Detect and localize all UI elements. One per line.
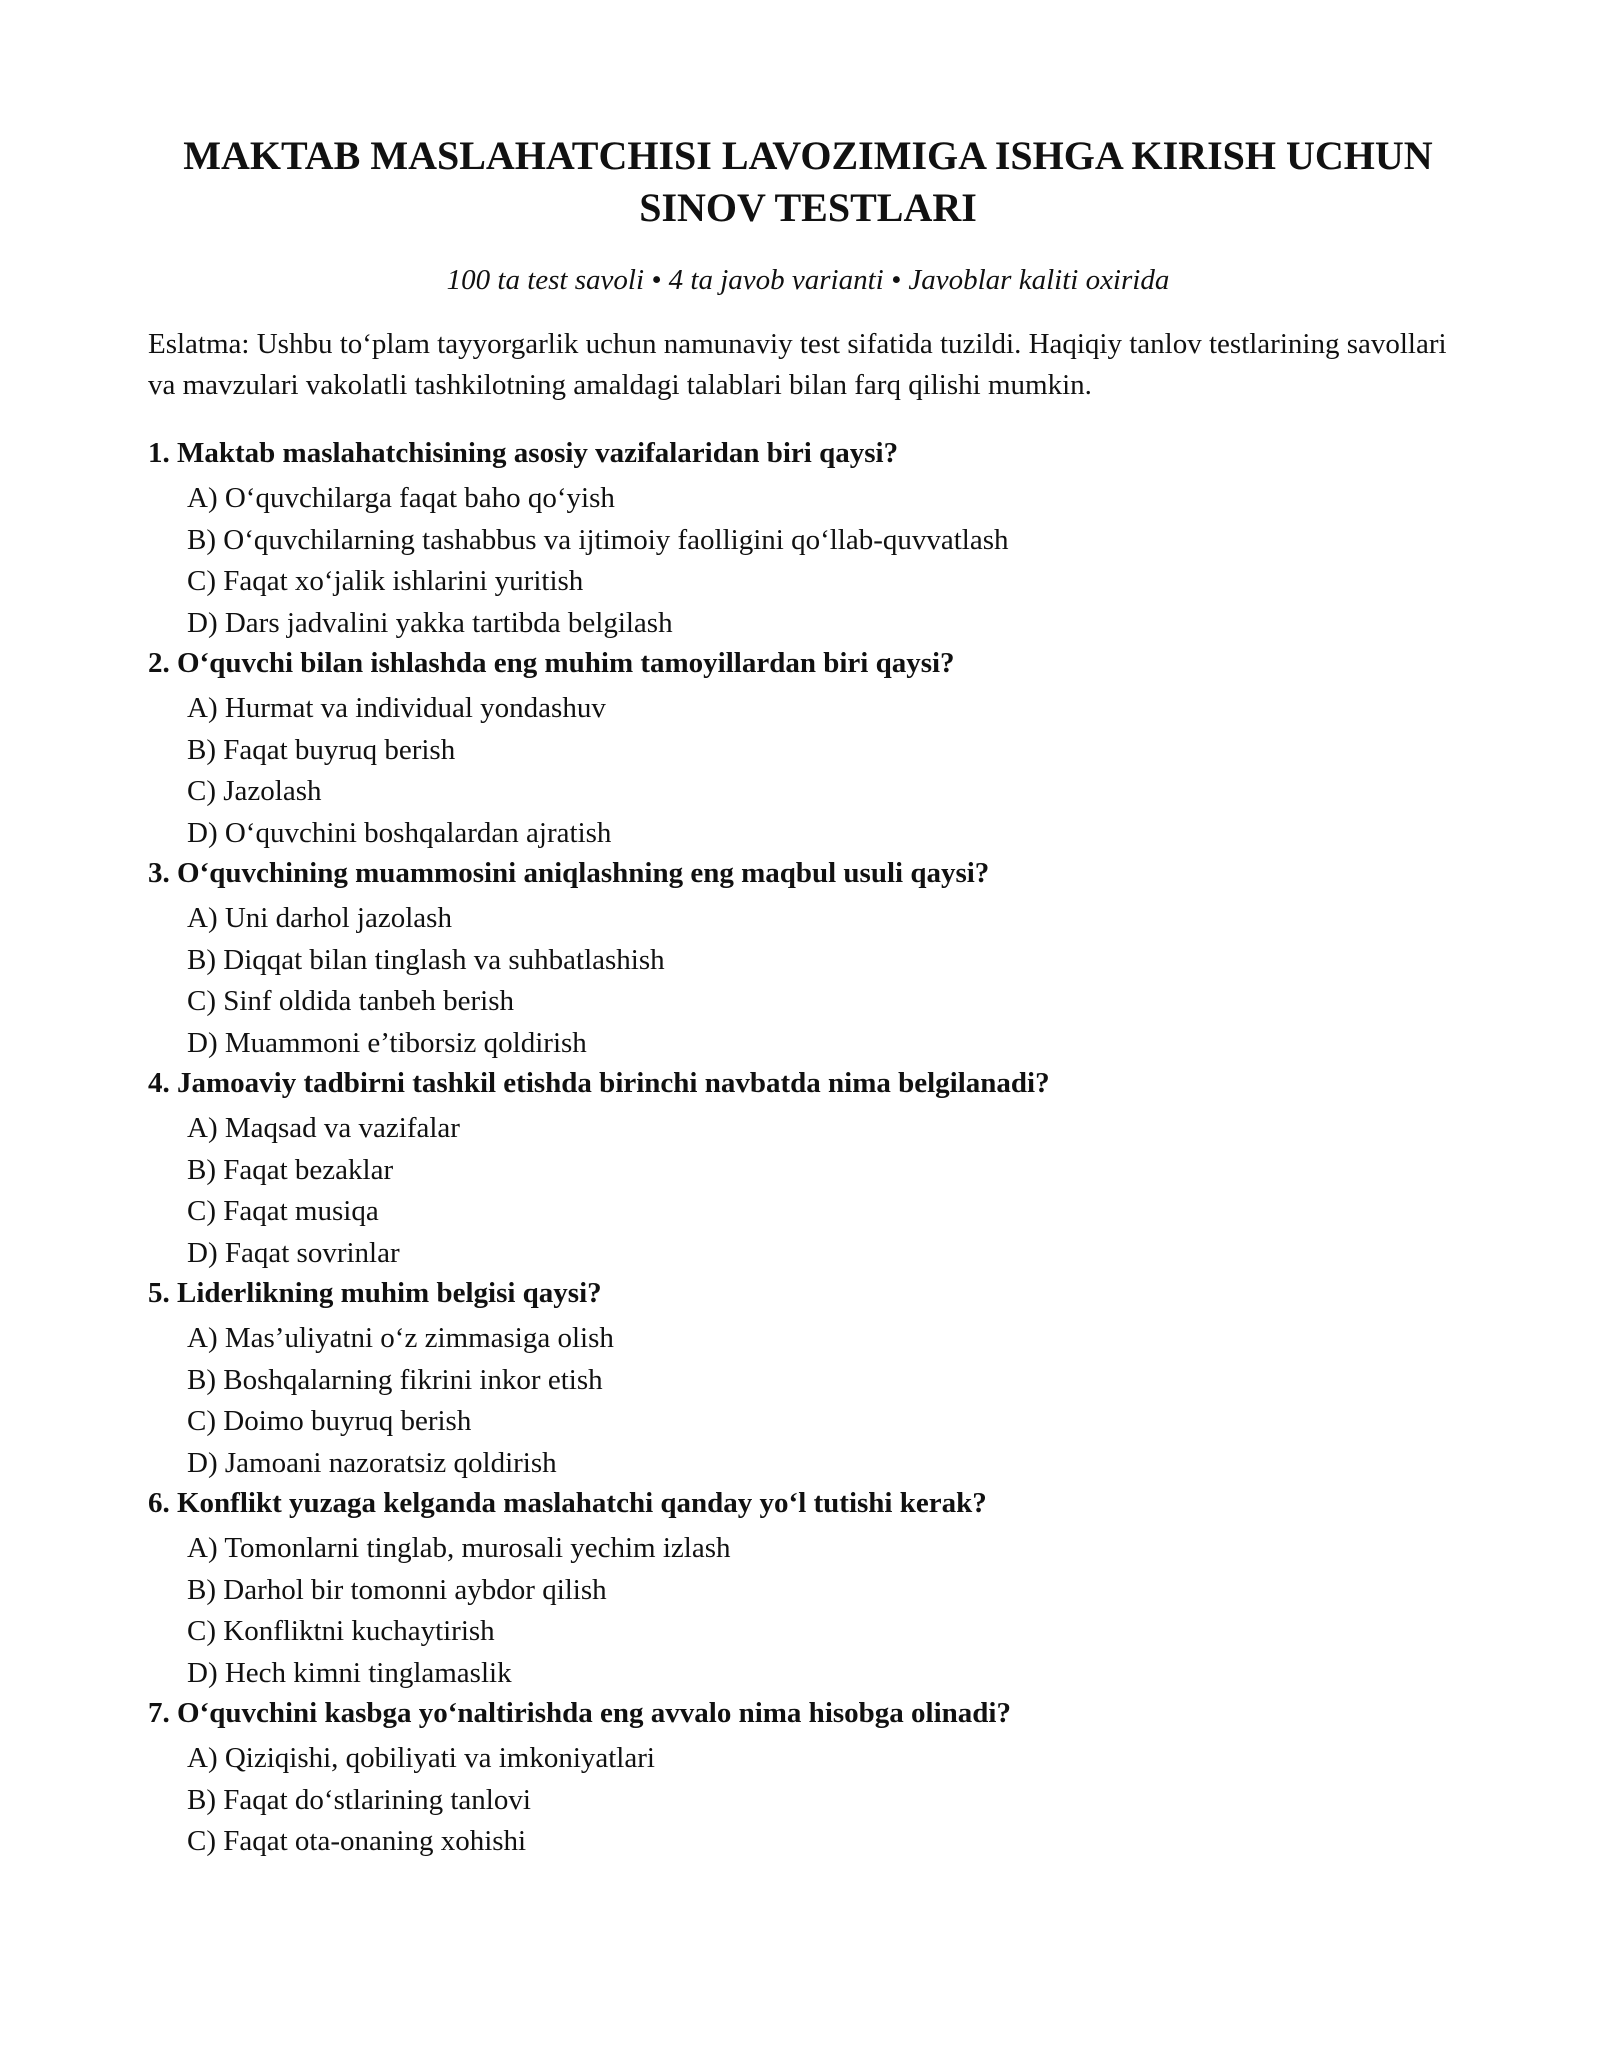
question-number: 5. bbox=[148, 1277, 170, 1309]
answer-option: D) Dars jadvalini yakka tartibda belgilash bbox=[187, 606, 673, 639]
answer-option: A) Tomonlarni tinglab, murosali yechim izlash bbox=[187, 1532, 731, 1564]
question-text: Liderlikning muhim belgisi qaysi? bbox=[177, 1277, 602, 1309]
question-heading bbox=[148, 854, 1468, 892]
answer-option: D) Muammoni e’tiborsiz qoldirish bbox=[187, 1026, 587, 1059]
question-heading bbox=[148, 1064, 1468, 1102]
document-title: MAKTAB MASLAHATCHISI LAVOZIMIGA ISHGA KIRISH UCHUN SINOV TESTLARI bbox=[183, 133, 1433, 230]
question-heading bbox=[148, 1274, 1468, 1312]
answer-option: D) O‘quvchini boshqalardan ajratish bbox=[187, 816, 612, 849]
question-heading bbox=[148, 1694, 1468, 1732]
answer-option: B) Faqat buyruq berish bbox=[187, 733, 456, 766]
answer-option: C) Faqat musiqa bbox=[187, 1195, 379, 1227]
answer-option: B) Darhol bir tomonni aybdor qilish bbox=[187, 1573, 607, 1606]
question-number: 6. bbox=[148, 1487, 170, 1519]
answer-option: A) O‘quvchilarga faqat baho qo‘yish bbox=[187, 482, 615, 514]
question-heading bbox=[148, 1484, 1468, 1522]
answer-option: B) Faqat bezaklar bbox=[187, 1153, 394, 1186]
question-text: O‘quvchining muammosini aniqlashning eng maqbul usuli qaysi? bbox=[177, 857, 990, 889]
answer-option: A) Maqsad va vazifalar bbox=[187, 1112, 460, 1144]
answer-option: A) Qiziqishi, qobiliyati va imkoniyatlari bbox=[187, 1742, 655, 1774]
question-item bbox=[148, 854, 1468, 1064]
answer-option: C) Doimo buyruq berish bbox=[187, 1405, 472, 1437]
question-item bbox=[148, 1694, 1468, 1863]
answer-option: A) Mas’uliyatni o‘z zimmasiga olish bbox=[187, 1322, 614, 1354]
question-item bbox=[148, 1484, 1468, 1694]
answer-option: C) Faqat xo‘jalik ishlarini yuritish bbox=[187, 565, 584, 597]
question-number: 3. bbox=[148, 857, 170, 889]
answer-option: D) Faqat sovrinlar bbox=[187, 1236, 400, 1269]
question-number: 1. bbox=[148, 437, 170, 469]
answer-option: D) Hech kimni tinglamaslik bbox=[187, 1656, 512, 1689]
answer-option: B) O‘quvchilarning tashabbus va ijtimoiy faolligini qo‘llab-quvvatlash bbox=[187, 523, 1009, 556]
question-item bbox=[148, 1274, 1468, 1484]
answer-option: B) Boshqalarning fikrini inkor etish bbox=[187, 1363, 603, 1396]
question-text: O‘quvchini kasbga yo‘naltirishda eng avvalo nima hisobga olinadi? bbox=[177, 1697, 1011, 1729]
question-heading bbox=[148, 644, 1468, 682]
question-number: 2. bbox=[148, 647, 170, 679]
answer-option: B) Faqat do‘stlarining tanlovi bbox=[187, 1783, 531, 1816]
answer-option: C) Sinf oldida tanbeh berish bbox=[187, 985, 515, 1017]
question-text: Jamoaviy tadbirni tashkil etishda birinchi navbatda nima belgilanadi? bbox=[177, 1067, 1050, 1099]
question-item bbox=[148, 434, 1468, 644]
answer-option: A) Hurmat va individual yondashuv bbox=[187, 692, 606, 724]
question-number: 4. bbox=[148, 1067, 170, 1099]
question-number: 7. bbox=[148, 1697, 170, 1729]
question-list bbox=[148, 434, 1468, 1863]
question-item bbox=[148, 1064, 1468, 1274]
question-heading bbox=[148, 434, 1468, 472]
answer-option: C) Jazolash bbox=[187, 775, 322, 807]
question-text: Maktab maslahatchisining asosiy vazifalaridan biri qaysi? bbox=[177, 437, 899, 469]
answer-option: A) Uni darhol jazolash bbox=[187, 902, 452, 934]
answer-option: D) Jamoani nazoratsiz qoldirish bbox=[187, 1446, 557, 1479]
question-item bbox=[148, 644, 1468, 854]
answer-option: C) Faqat ota-onaning xohishi bbox=[187, 1825, 527, 1857]
document-subtitle: 100 ta test savoli • 4 ta javob varianti • Javoblar kaliti oxirida bbox=[446, 264, 1170, 296]
document-page bbox=[148, 130, 1468, 1863]
question-text: Konflikt yuzaga kelganda maslahatchi qanday yo‘l tutishi kerak? bbox=[177, 1487, 987, 1519]
document-note: Eslatma: Ushbu to‘plam tayyorgarlik uchun namunaviy test sifatida tuzildi. Haqiqiy tanlov testlarining savollari va mavzulari vakolatli tashkilotning amaldagi talablari bilan farq qilishi mumkin. bbox=[148, 328, 1447, 401]
question-text: O‘quvchi bilan ishlashda eng muhim tamoyillardan biri qaysi? bbox=[177, 647, 955, 679]
answer-option: B) Diqqat bilan tinglash va suhbatlashish bbox=[187, 943, 665, 976]
answer-option: C) Konfliktni kuchaytirish bbox=[187, 1615, 495, 1647]
